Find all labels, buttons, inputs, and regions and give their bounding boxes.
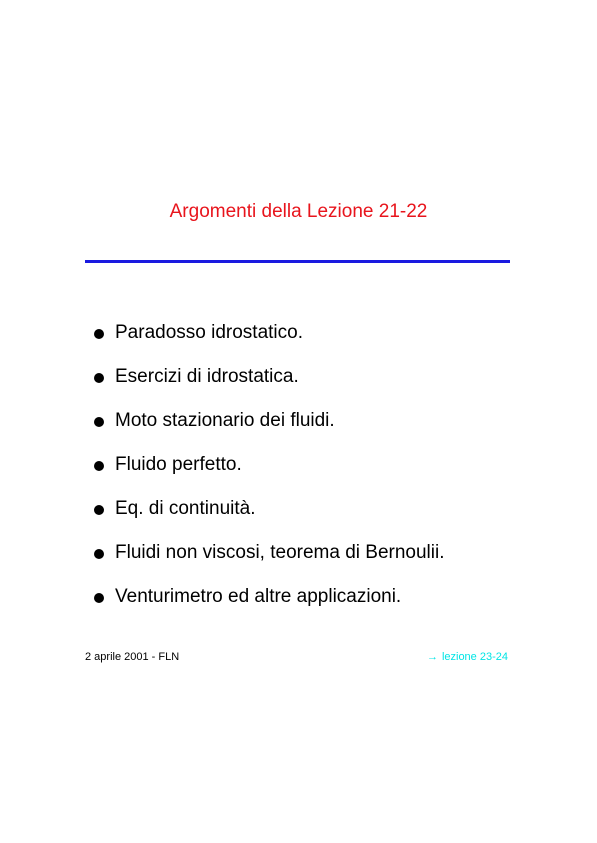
bullet-icon <box>94 505 104 515</box>
list-item <box>94 584 445 628</box>
list-item <box>94 452 445 496</box>
list-item-text: Paradosso idrostatico. <box>115 322 303 343</box>
list-item-text: Esercizi di idrostatica. <box>115 366 299 387</box>
footer-date: 2 aprile 2001 - FLN <box>85 651 180 663</box>
list-item-text: Fluido perfetto. <box>115 454 242 475</box>
bullet-icon <box>94 461 104 471</box>
list-item-text: Moto stazionario dei fluidi. <box>115 410 335 431</box>
title-divider <box>85 260 510 263</box>
arrow-right-icon: → <box>426 651 438 663</box>
list-item-text: Eq. di continuità. <box>115 498 256 519</box>
list-item <box>94 540 445 584</box>
slide-title: Argomenti della Lezione 21-22 <box>169 201 428 222</box>
next-lesson-link[interactable] <box>427 650 508 664</box>
list-item <box>94 408 445 452</box>
list-item-text: Venturimetro ed altre applicazioni. <box>115 586 402 607</box>
bullet-icon <box>94 417 104 427</box>
bullet-icon <box>94 373 104 383</box>
bullet-icon <box>94 549 104 559</box>
list-item <box>94 364 445 408</box>
list-item <box>94 320 445 364</box>
next-lesson-label[interactable]: lezione 23-24 <box>441 651 508 663</box>
bullet-icon <box>94 593 104 603</box>
list-item <box>94 496 445 540</box>
list-item-text: Fluidi non viscosi, teorema di Bernoulii. <box>115 542 445 563</box>
bullet-icon <box>94 329 104 339</box>
topic-list <box>94 320 445 628</box>
